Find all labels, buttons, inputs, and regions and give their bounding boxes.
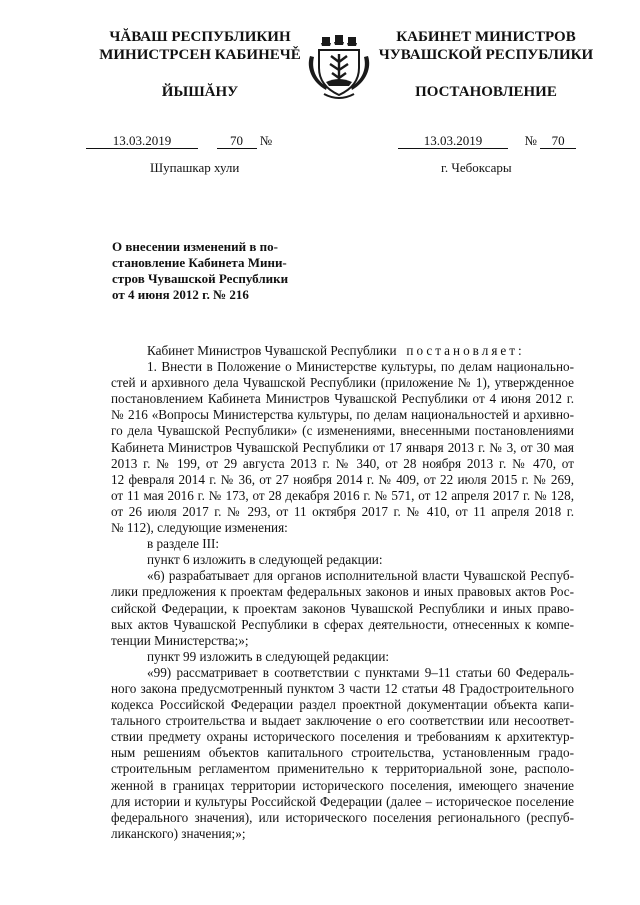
- body-line: ного закона предусмотренный пунктом 3 части 12 статьи 48 Градостроительного: [111, 680, 574, 696]
- body-line: сийской Федерации, к проектам законов Чувашской Республики и иных право-: [111, 600, 574, 616]
- body-line: женной в границах территории исторического поселения, имеющего значение: [111, 777, 574, 793]
- subject-line: стров Чувашской Республики: [112, 271, 289, 286]
- body-line: 12 февраля 2014 г. № 36, от 27 ноября 2014 г. № 409, от 22 июля 2015 г. № 269,: [111, 471, 574, 487]
- header-left-line-1: ЧĂВАШ РЕСПУБЛИКИН: [109, 29, 291, 45]
- emblem-of-chuvashia-icon: [304, 34, 374, 104]
- body-line: 1. Внести в Положение о Министерстве культуры, по делам национально-: [147, 359, 574, 375]
- place-russian: г. Чебоксары: [441, 160, 512, 175]
- header-right-doctype: ПОСТАНОВЛЕНИЕ: [415, 84, 557, 100]
- body-line: постановлением Кабинета Министров Чувашской Республики от 4 июня 2012 г.: [111, 391, 574, 407]
- body-line: ствии предмету охраны исторического поселения и требованиям к архитектур-: [111, 729, 574, 745]
- header-left-doctype: ЙЫШĂНУ: [161, 84, 239, 100]
- body-line: пункт 6 изложить в следующей редакции:: [147, 552, 383, 568]
- header-right-line-1: КАБИНЕТ МИНИСТРОВ: [396, 29, 576, 45]
- subject-line: О внесении изменений в по-: [112, 239, 278, 254]
- document-body: [111, 343, 574, 842]
- body-line: федерального значения), или исторического поселения регионального (респуб-: [111, 809, 574, 825]
- body-line: от 26 июля 2017 г. № 293, от 11 октября 2017 г. № 410, от 11 апреля 2018 г.: [111, 503, 574, 519]
- body-line: тального строительства и выдает заключение о его соответствии или несоответ-: [111, 713, 574, 729]
- body-line: ликанского) значения;»;: [111, 825, 246, 841]
- body-line: Кабинета Министров Чувашской Республики от 17 января 2013 г. № 3, от 30 мая: [111, 439, 574, 455]
- number-sign-left: №: [259, 133, 273, 148]
- body-line: для истории и культуры Российской Федерации (далее – историческое поселение: [111, 793, 574, 809]
- date-left: 13.03.2019: [86, 133, 198, 149]
- intro-verb: постановляет:: [406, 343, 525, 358]
- body-line: пункт 99 изложить в следующей редакции:: [147, 648, 390, 664]
- number-right: 70: [540, 133, 576, 149]
- subject-line: от 4 июня 2012 г. № 216: [112, 287, 249, 302]
- subject-line: становление Кабинета Мини-: [112, 255, 287, 270]
- body-line: вых актов Чувашской Республики в сферах деятельности, отнесенных к компе-: [111, 616, 574, 632]
- body-line: го дела Чувашской Республики» (с изменениями, внесенными постановлениями: [111, 423, 574, 439]
- body-line: стей и архивного дела Чувашской Республики (приложение № 1), утвержденное: [111, 375, 574, 391]
- header-right-line-2: ЧУВАШСКОЙ РЕСПУБЛИКИ: [378, 47, 594, 63]
- header-left-line-2: МИНИСТРСЕН КАБИНЕЧĚ: [99, 47, 301, 63]
- document-subject: [112, 239, 306, 303]
- header-left-chuvash: [86, 28, 314, 101]
- number-line-right: [398, 133, 576, 149]
- body-line: в разделе III:: [147, 536, 220, 552]
- body-line: лики предложения к проектам федеральных законов и иных правовых актов Рос-: [111, 584, 574, 600]
- body-intro: [111, 343, 574, 359]
- body-line: «99) рассматривает в соответствии с пунктами 9–11 статьи 60 Федераль-: [147, 664, 574, 680]
- body-line: тенции Министерства;»;: [111, 632, 249, 648]
- body-line: ным решениям объектов капитального строительства, установленным градо-: [111, 745, 574, 761]
- body-line: № 112), следующие изменения:: [111, 520, 288, 536]
- number-left: 70: [217, 133, 257, 149]
- body-line: № 216 «Вопросы Министерства культуры, по делам национальностей и архивно-: [111, 407, 574, 423]
- place-chuvash: Шупашкар хули: [150, 160, 240, 175]
- body-line: кодекса Российской Федерации раздел проектной документации объекта капи-: [111, 697, 574, 713]
- body-line: от 11 мая 2016 г. № 173, от 28 декабря 2016 г. № 571, от 12 апреля 2017 г. № 128,: [111, 487, 574, 503]
- body-line: 2013 г. № 199, от 29 августа 2013 г. № 340, от 28 ноября 2013 г. № 470, от: [111, 455, 574, 471]
- date-right: 13.03.2019: [398, 133, 508, 149]
- number-line-left: [86, 133, 272, 149]
- number-sign-right: №: [524, 133, 537, 148]
- body-line: строительным регламентом применительно к территориальной зоне, располо-: [111, 761, 574, 777]
- intro-prefix: Кабинет Министров Чувашской Республики: [147, 343, 397, 358]
- body-line: «6) разрабатывает для органов исполнительной власти Чувашской Респуб-: [147, 568, 574, 584]
- header-right-russian: [372, 28, 600, 101]
